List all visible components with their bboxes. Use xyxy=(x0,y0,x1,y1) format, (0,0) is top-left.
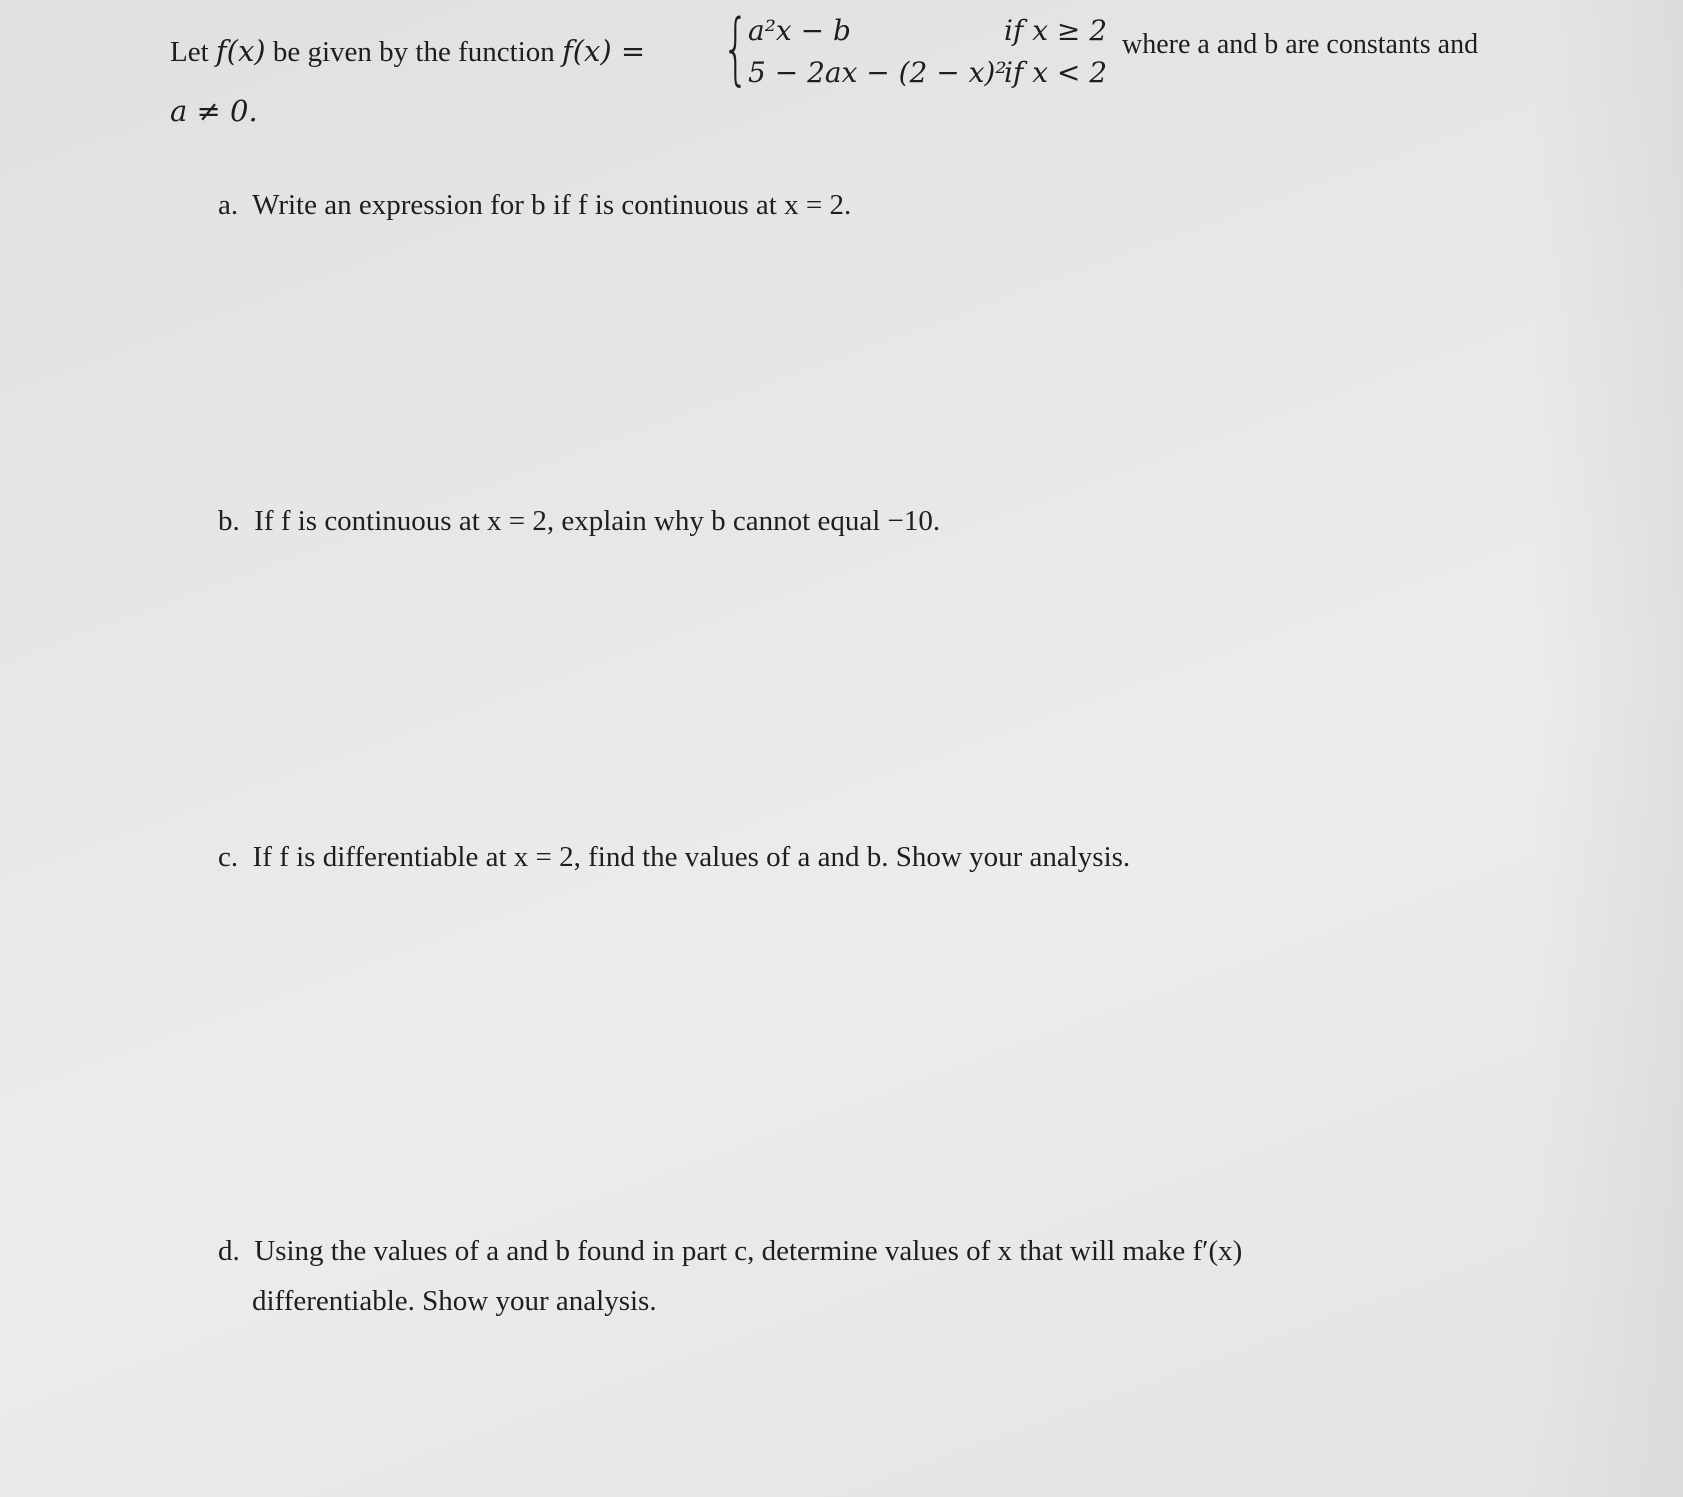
intro-line xyxy=(170,36,645,69)
part-a-label: a. xyxy=(218,189,239,221)
intro-line2: a ≠ 0. xyxy=(170,94,258,128)
part-d-line2: differentiable. Show your analysis. xyxy=(252,1285,657,1317)
part-d-text: Using the values of a and b found in part c, determine values of x that will make f′(x) xyxy=(254,1235,1243,1267)
part-b-text: If f is continuous at x = 2, explain why b cannot equal −10. xyxy=(254,505,941,537)
intro-mid: be given by the function xyxy=(265,36,562,68)
part-a-text: Write an expression for b if f is continuous at x = 2. xyxy=(252,189,852,221)
part-d-label: d. xyxy=(218,1235,240,1267)
case2-expression: 5 − 2ax − (2 − x)² xyxy=(748,56,1007,89)
part-b-label: b. xyxy=(218,505,240,537)
page-shadow xyxy=(1533,0,1683,1497)
intro-fx: f(x) xyxy=(215,34,266,68)
case1-expression: a²x − b xyxy=(748,14,851,47)
part-c-label: c. xyxy=(218,841,239,873)
intro-suffix: where a and b are constants and xyxy=(1122,29,1479,60)
part-c-text: If f is differentiable at x = 2, find the values of a and b. Show your analysis. xyxy=(252,841,1131,873)
part-a xyxy=(218,190,851,222)
part-b xyxy=(218,506,940,538)
left-brace: { xyxy=(722,4,750,94)
case1-condition: if x ≥ 2 xyxy=(1004,14,1108,47)
intro-prefix: Let xyxy=(170,36,216,68)
case2-condition: if x < 2 xyxy=(1004,56,1108,89)
piecewise-function xyxy=(722,4,1122,96)
intro-fx-equals: f(x) = xyxy=(562,34,646,68)
part-c xyxy=(218,842,1130,874)
part-d xyxy=(218,1236,1242,1268)
